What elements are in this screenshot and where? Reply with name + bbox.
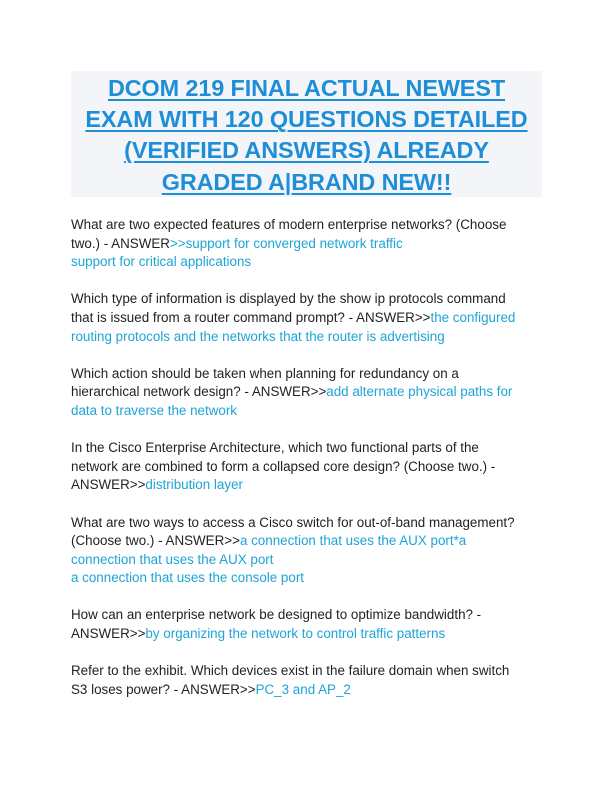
question-text: network are combined to form a collapsed core design? (Choose two.) - xyxy=(71,458,496,474)
question-text: ANSWER>> xyxy=(71,626,146,642)
question-text: hierarchical network design? - ANSWER>> xyxy=(71,384,327,400)
question-answer-line xyxy=(71,235,547,254)
question-item xyxy=(71,290,547,346)
title-line-3: (VERIFIED ANSWERS) ALREADY xyxy=(124,137,489,164)
question-text: What are two ways to access a Cisco switch for out-of-band management? xyxy=(71,514,515,530)
answer-text: connection that uses the AUX port xyxy=(71,551,274,567)
question-item xyxy=(71,606,547,643)
question-answer-line xyxy=(71,625,547,644)
question-answer-line xyxy=(71,309,547,328)
question-text: ANSWER>> xyxy=(71,477,146,493)
question-item xyxy=(71,439,547,495)
question-answer-line xyxy=(71,383,547,402)
answer-text: distribution layer xyxy=(145,477,243,493)
answer-text: a connection that uses the AUX port*a xyxy=(239,533,467,549)
question-text: S3 loses power? - ANSWER>> xyxy=(71,681,256,697)
answer-text: PC_3 and AP_2 xyxy=(255,681,351,697)
question-text: Refer to the exhibit. Which devices exist in the failure domain when switch xyxy=(71,663,510,679)
question-text: that is issued from a router command prompt? - ANSWER>> xyxy=(71,309,431,325)
question-item xyxy=(71,662,547,699)
answer-text: by organizing the network to control traffic patterns xyxy=(145,626,446,642)
title-line-4: GRADED A|BRAND NEW!! xyxy=(161,168,452,195)
question-answer-line xyxy=(71,476,547,495)
question-text: two.) - ANSWER xyxy=(71,235,170,251)
answer-text: a connection that uses the console port xyxy=(71,570,305,586)
answer-text: data to traverse the network xyxy=(71,402,237,418)
question-text: Which action should be taken when planning for redundancy on a xyxy=(71,365,459,381)
question-text: (Choose two.) - ANSWER>> xyxy=(71,533,240,549)
document-title[interactable] xyxy=(71,71,542,198)
answer-text: add alternate physical paths for xyxy=(326,384,513,400)
answer-text: support for converged network traffic xyxy=(185,235,403,251)
question-answer-line xyxy=(71,681,547,700)
question-list xyxy=(71,216,547,718)
question-answer-line xyxy=(71,532,547,551)
question-text: What are two expected features of modern enterprise networks? (Choose xyxy=(71,217,507,232)
answer-text: the configured xyxy=(430,309,516,325)
question-item xyxy=(71,514,547,588)
question-item xyxy=(71,216,547,272)
question-item xyxy=(71,365,547,421)
answer-text: routing protocols and the networks that the router is advertising xyxy=(71,328,445,344)
question-text: How can an enterprise network be designed to optimize bandwidth? - xyxy=(71,607,482,623)
title-line-1: DCOM 219 FINAL ACTUAL NEWEST xyxy=(107,75,506,101)
title-banner xyxy=(71,71,542,197)
question-text: In the Cisco Enterprise Architecture, which two functional parts of the xyxy=(71,440,479,456)
title-line-2: EXAM WITH 120 QUESTIONS DETAILED xyxy=(85,106,528,133)
answer-text: support for critical applications xyxy=(71,254,252,270)
answer-prefix: >> xyxy=(169,235,186,251)
question-text: Which type of information is displayed by the show ip protocols command xyxy=(71,291,506,307)
